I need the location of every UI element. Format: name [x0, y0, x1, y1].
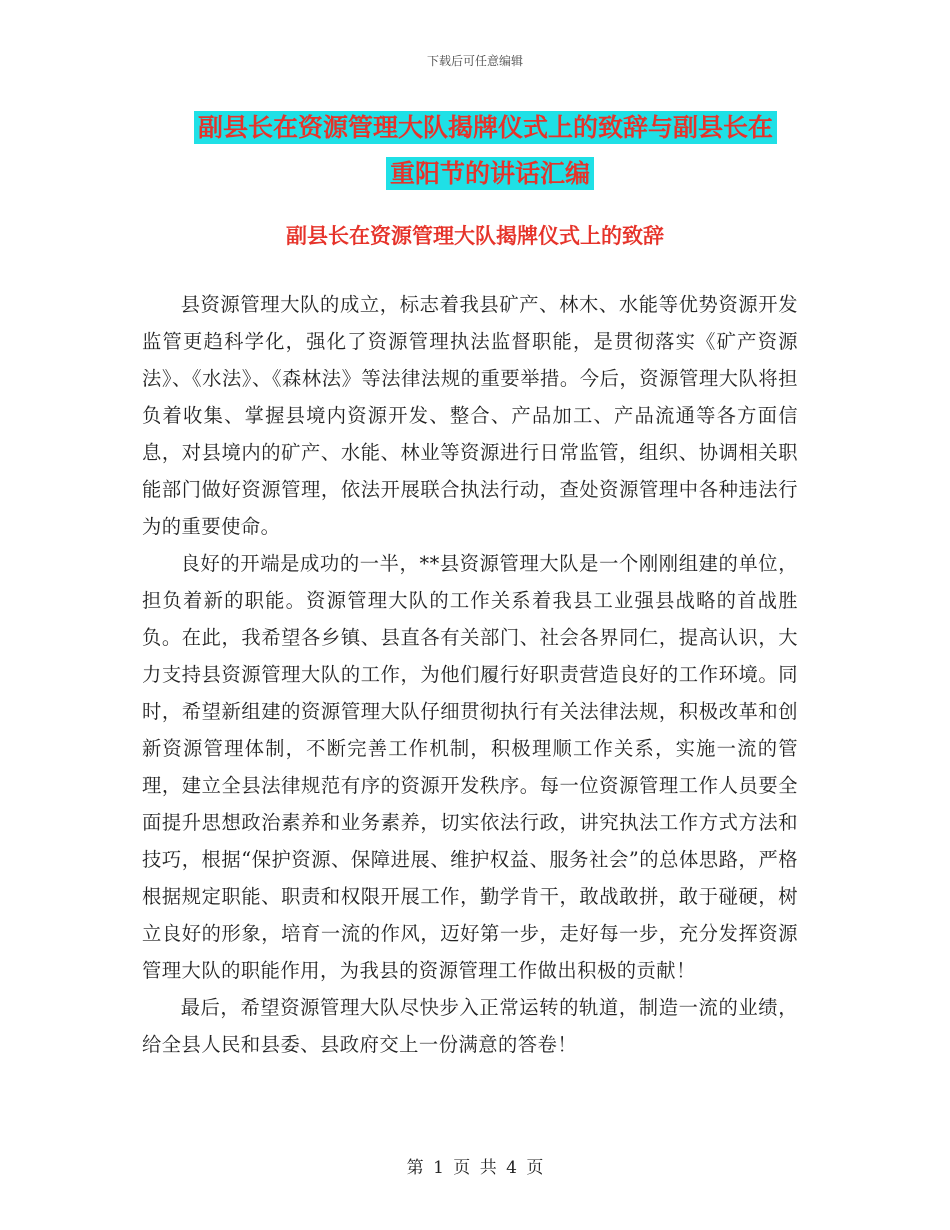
section-title: 副县长在资源管理大队揭牌仪式上的致辞	[286, 224, 664, 248]
page-number: 第 1 页 共 4 页	[406, 1158, 544, 1178]
page-header-note: 下载后可任意编辑	[426, 54, 523, 68]
document-main-title	[190, 106, 810, 196]
main-title-line-1: 副县长在资源管理大队揭牌仪式上的致辞与副县长在	[194, 111, 777, 144]
paragraph-2: 良好的开端是成功的一半，**县资源管理大队是一个刚刚组建的单位，担负着新的职能。资源管理大队的工作关系着我县工业强县战略的首战胜负。在此，我希望各乡镇、县直各有关部门、社会各界同仁，提高认识，大力支持县资源管理大队的工作，为他们履行好职责营造良好的工作环境。同时，希望新组建的资源管理大队仔细贯彻执行有关法律法规，积极改革和创新资源管理体制，不断完善工作机制，积极理顺工作关系，实施一流的管理，建立全县法律规范有序的资源开发秩序。每一位资源管理工作人员要全面提升思想政治素养和业务素养，切实依法行政，讲究执法工作方式方法和技巧，根据“保护资源、保障进展、维护权益、服务社会”的总体思路，严格根据规定职能、职责和权限开展工作，勤学肯干，敢战敢拼，敢于碰硬，树立良好的形象，培育一流的作风，迈好第一步，走好每一步，充分发挥资源管理大队的职能作用，为我县的资源管理工作做出积极的贡献！	[142, 552, 798, 982]
main-title-line-2: 重阳节的讲话汇编	[386, 157, 594, 190]
paragraph-3: 最后，希望资源管理大队尽快步入正常运转的轨道，制造一流的业绩，给全县人民和县委、县政府交上一份满意的答卷！	[142, 996, 798, 1056]
paragraph-1: 县资源管理大队的成立，标志着我县矿产、林木、水能等优势资源开发监管更趋科学化，强化了资源管理执法监督职能，是贯彻落实《矿产资源法》、《水法》、《森林法》等法律法规的重要举措。今后，资源管理大队将担负着收集、掌握县境内资源开发、整合、产品加工、产品流通等各方面信息，对县境内的矿产、水能、林业等资源进行日常监管，组织、协调相关职能部门做好资源管理，依法开展联合执法行动，查处资源管理中各种违法行为的重要使命。	[142, 293, 798, 538]
body-text	[142, 286, 798, 1063]
